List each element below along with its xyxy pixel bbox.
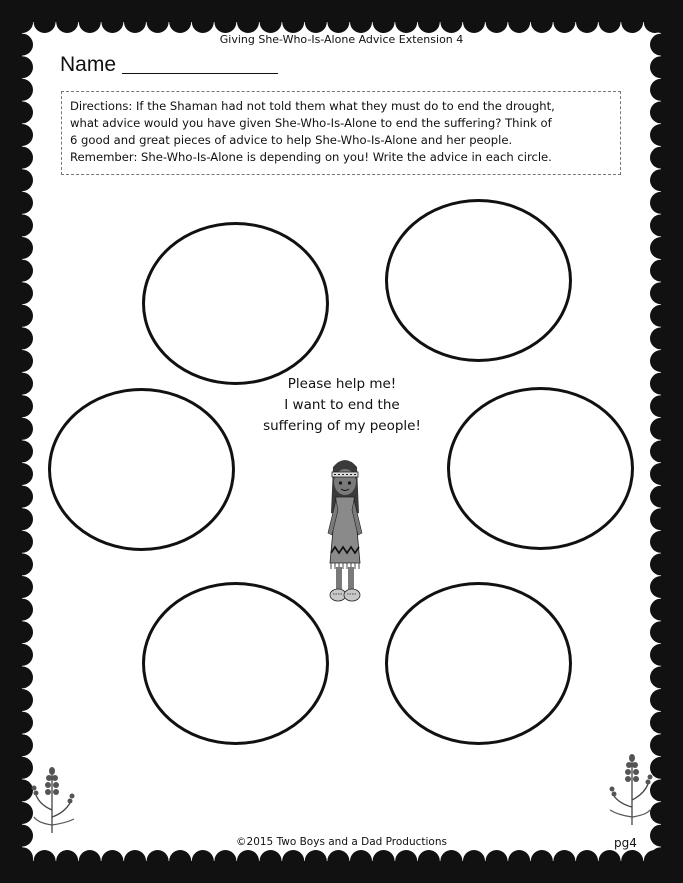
worksheet-title: Giving She-Who-Is-Alone Advice Extension 4 bbox=[219, 33, 464, 46]
name-row bbox=[60, 53, 278, 77]
page-number: pg4 bbox=[614, 836, 637, 850]
directions-box bbox=[61, 91, 621, 175]
copyright-footer: ©2015 Two Boys and a Dad Productions bbox=[236, 836, 447, 848]
directions-line: Directions: If the Shaman had not told them what they must do to end the drought, bbox=[70, 99, 555, 113]
advice-circle-1[interactable] bbox=[142, 222, 329, 385]
speech-line: suffering of my people! bbox=[263, 418, 421, 434]
lupine-flower-icon bbox=[604, 752, 654, 827]
speech-line: Please help me! bbox=[287, 376, 397, 392]
advice-circle-5[interactable] bbox=[142, 582, 329, 745]
lupine-flower-icon bbox=[30, 765, 80, 835]
name-input-line[interactable] bbox=[122, 53, 278, 74]
advice-circle-3[interactable] bbox=[48, 388, 235, 551]
advice-circle-2[interactable] bbox=[385, 199, 572, 362]
speech-line: I want to end the bbox=[284, 397, 400, 413]
directions-line: Remember: She-Who-Is-Alone is depending on you! Write the advice in each circle. bbox=[70, 150, 552, 164]
directions-line: what advice would you have given She-Who-Is-Alone to end the suffering? Think of bbox=[70, 116, 552, 130]
speech-text bbox=[252, 374, 432, 437]
advice-circle-6[interactable] bbox=[385, 582, 572, 745]
advice-circle-4[interactable] bbox=[447, 387, 634, 550]
directions-line: 6 good and great pieces of advice to help She-Who-Is-Alone and her people. bbox=[70, 133, 513, 147]
name-label: Name bbox=[60, 53, 117, 76]
girl-character-illustration bbox=[325, 455, 365, 610]
